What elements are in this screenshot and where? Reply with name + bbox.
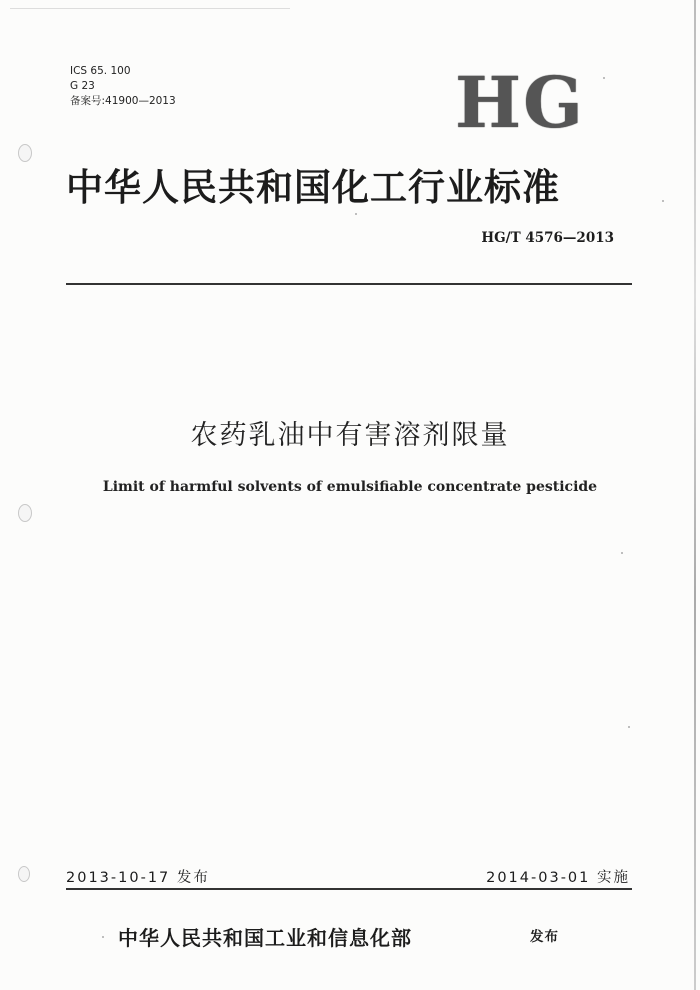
scan-speck: [603, 77, 605, 79]
issuing-authority-suffix: 发布: [530, 929, 559, 945]
hg-logo: HG: [455, 61, 585, 144]
record-number: 备案号:41900—2013: [70, 95, 176, 107]
footer-divider: [66, 888, 632, 890]
implementation-date: 2014-03-01 实施: [486, 870, 630, 886]
header-divider: [66, 283, 632, 285]
ccs-code: G 23: [70, 80, 95, 92]
document-title-chinese: 农药乳油中有害溶剂限量: [190, 420, 510, 451]
ics-code: ICS 65. 100: [70, 65, 131, 77]
scan-speck: [355, 213, 357, 215]
classification-block: [70, 64, 176, 109]
scan-speck: [628, 726, 630, 728]
standard-category-title: 中华人民共和国化工行业标准: [66, 166, 560, 209]
scan-speck: [102, 936, 104, 938]
document-title-english: Limit of harmful solvents of emulsifiable concentrate pesticide: [102, 479, 598, 495]
issuing-authority: 中华人民共和国工业和信息化部: [118, 926, 412, 950]
punch-hole: [18, 144, 32, 162]
scan-edge-top: [10, 8, 290, 9]
scan-speck: [662, 200, 664, 202]
scan-speck: [621, 552, 623, 554]
punch-hole: [18, 504, 32, 522]
scan-edge-right: [694, 0, 696, 990]
standard-number: HG/T 4576—2013: [481, 230, 614, 246]
issue-date: 2013-10-17 发布: [66, 870, 210, 886]
punch-hole: [18, 866, 30, 882]
